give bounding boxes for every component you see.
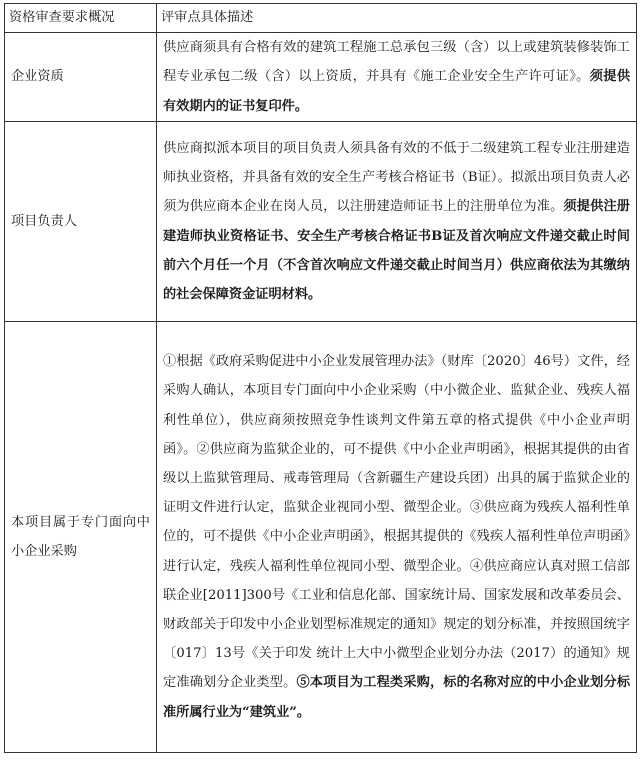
row-label-qualification: 企业资质 (5, 33, 157, 122)
table-row (5, 122, 637, 322)
row-description-project-manager (157, 122, 637, 322)
description-emphasis: 须提供有效期内的证书复印件。 (163, 69, 631, 114)
table-row (5, 33, 637, 122)
description-text: 供应商拟派本项目的项目负责人须具备有效的不低于二级建筑工程专业注册建造师执业资格，并具备有效的安全生产考核合格证书（B证）。拟派出项目负责人必须为供应商本企业在岗人员，以注册建造师证书上的注册单位为准。 (163, 140, 630, 215)
description-emphasis: 须提供注册建造师执业资格证书、安全生产考核合格证书B证及首次响应文件递交截止时间前六个月任一个月（不含首次响应文件递交截止时间当月）供应商依法为其缴纳的社会保障资金证明材料。 (163, 199, 630, 302)
header-requirement-overview: 资格审查要求概况 (5, 4, 157, 33)
header-review-description: 评审点具体描述 (157, 4, 637, 33)
row-description-qualification (157, 33, 637, 122)
requirements-table (4, 3, 637, 753)
row-label-project-manager: 项目负责人 (5, 122, 157, 322)
row-description-sme-procurement (157, 322, 637, 753)
header-row (5, 4, 637, 33)
table-row (5, 322, 637, 753)
description-emphasis: ⑤本项目为工程类采购，标的名称对应的中小企业划分标准所属行业为“建筑业”。 (163, 675, 631, 720)
description-text: 供应商须具有合格有效的建筑工程施工总承包三级（含）以上或建筑装修装饰工程专业承包二级（含）以上资质，并具有《施工企业安全生产许可证》。 (163, 40, 630, 85)
description-text: ①根据《政府采购促进中小企业发展管理办法》（财库〔2020〕46号）文件，经采购人确认，本项目专门面向中小企业采购（中小微企业、监狱企业、残疾人福利性单位），供应商须按照竞争性谈判文件第五章的格式提供《中小企业声明函》。②供应商为监狱企业的，可不提供《中小企业声明函》，根据其提供的由省级以上监狱管理局、戒毒管理局（含新疆生产建设兵团）出具的属于监狱企业的证明文件进行认定，监狱企业视同小型、微型企业。③供应商为残疾人福利性单位的，可不提供《中小企业声明函》，根据其提供的《残疾人福利性单位声明函》进行认定，残疾人福利性单位视同小型、微型企业。④供应商应认真对照工信部联企业[2011]300号《工业和信息化部、国家统计局、国家发展和改革委员会、财政部关于印发中小企业划型标准规定的通知》规定的划分标准，并按照国统字〔017〕13号《关于印发 统计上大中小微型企业划分办法（2017）的通知》规定准确划分企业类型。 (163, 354, 630, 691)
row-label-sme-procurement: 本项目属于专门面向中小企业采购 (5, 322, 157, 753)
